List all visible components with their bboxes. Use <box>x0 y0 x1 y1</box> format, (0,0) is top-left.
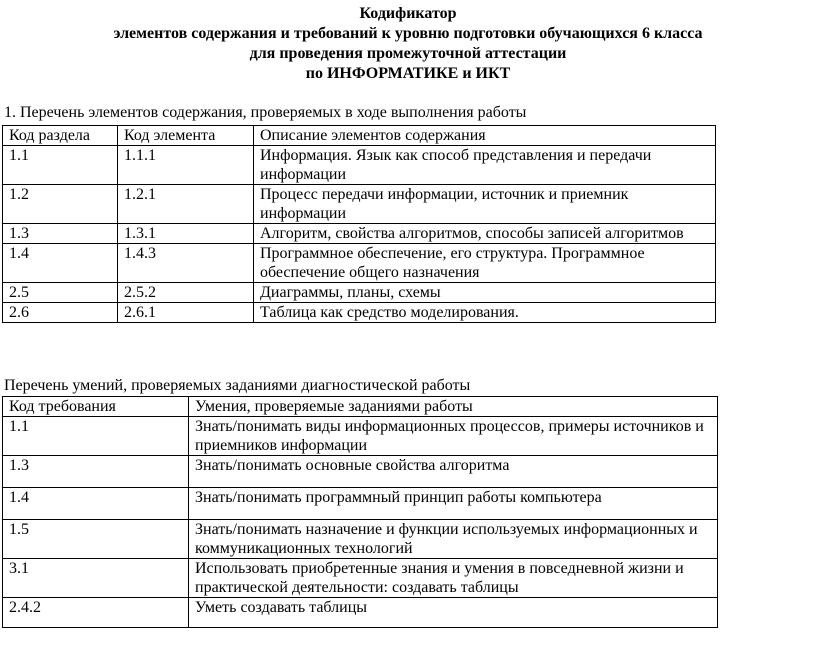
header-cell: Код раздела <box>3 126 118 146</box>
requirement-code: 1.4 <box>3 488 189 520</box>
element-code: 2.5.2 <box>118 283 254 303</box>
element-code: 1.3.1 <box>118 224 254 244</box>
table-row <box>3 417 718 456</box>
section2-caption: Перечень умений, проверяемых заданиями диагностической работы <box>4 377 471 394</box>
skills-table <box>2 396 718 628</box>
element-code: 1.4.3 <box>118 244 254 283</box>
skill-description: Знать/понимать программный принцип работы компьютера <box>189 488 718 520</box>
document-title <box>0 4 816 84</box>
section-code: 2.6 <box>3 303 118 323</box>
skill-description: Знать/понимать виды информационных процессов, примеры источников и приемников информации <box>189 417 718 456</box>
skill-description: Знать/понимать основные свойства алгоритма <box>189 456 718 488</box>
requirement-code: 3.1 <box>3 559 189 598</box>
header-cell: Умения, проверяемые заданиями работы <box>189 397 718 417</box>
table-row <box>3 303 716 323</box>
element-description: Процесс передачи информации, источник и приемник информации <box>254 185 716 224</box>
element-description: Алгоритм, свойства алгоритмов, способы записей алгоритмов <box>254 224 716 244</box>
element-description: Таблица как средство моделирования. <box>254 303 716 323</box>
skills-body <box>3 397 718 628</box>
table-row <box>3 185 716 224</box>
section-code: 1.4 <box>3 244 118 283</box>
skill-description: Знать/понимать назначение и функции используемых информационных и коммуникационных технологий <box>189 520 718 559</box>
element-code: 1.1.1 <box>118 146 254 185</box>
table-row <box>3 520 718 559</box>
table-row <box>3 224 716 244</box>
title-line-2: элементов содержания и требований к уровню подготовки обучающихся 6 класса <box>113 25 703 42</box>
title-line-1: Кодификатор <box>359 5 457 22</box>
table-header-row <box>3 397 718 417</box>
section1-caption: 1. Перечень элементов содержания, проверяемых в ходе выполнения работы <box>4 104 527 121</box>
table-row <box>3 488 718 520</box>
section-code: 1.1 <box>3 146 118 185</box>
table-row <box>3 146 716 185</box>
section-code: 2.5 <box>3 283 118 303</box>
element-description: Информация. Язык как способ представления и передачи информации <box>254 146 716 185</box>
element-code: 2.6.1 <box>118 303 254 323</box>
requirement-code: 1.3 <box>3 456 189 488</box>
section-code: 1.2 <box>3 185 118 224</box>
requirement-code: 1.1 <box>3 417 189 456</box>
content-elements-body <box>3 126 716 323</box>
table-row <box>3 559 718 598</box>
requirement-code: 1.5 <box>3 520 189 559</box>
table-row <box>3 283 716 303</box>
skill-description: Использовать приобретенные знания и умения в повседневной жизни и практической деятельности: создавать таблицы <box>189 559 718 598</box>
requirement-code: 2.4.2 <box>3 598 189 628</box>
table-row <box>3 244 716 283</box>
header-cell: Код требования <box>3 397 189 417</box>
element-description: Диаграммы, планы, схемы <box>254 283 716 303</box>
header-cell: Код элемента <box>118 126 254 146</box>
table-header-row <box>3 126 716 146</box>
title-line-4: по ИНФОРМАТИКЕ и ИКТ <box>305 65 511 82</box>
table-row <box>3 598 718 628</box>
table-row <box>3 456 718 488</box>
header-cell: Описание элементов содержания <box>254 126 716 146</box>
element-code: 1.2.1 <box>118 185 254 224</box>
skill-description: Уметь создавать таблицы <box>189 598 718 628</box>
content-elements-table <box>2 125 716 323</box>
section-code: 1.3 <box>3 224 118 244</box>
title-line-3: для проведения промежуточной аттестации <box>249 45 567 62</box>
element-description: Программное обеспечение, его структура. Программное обеспечение общего назначения <box>254 244 716 283</box>
